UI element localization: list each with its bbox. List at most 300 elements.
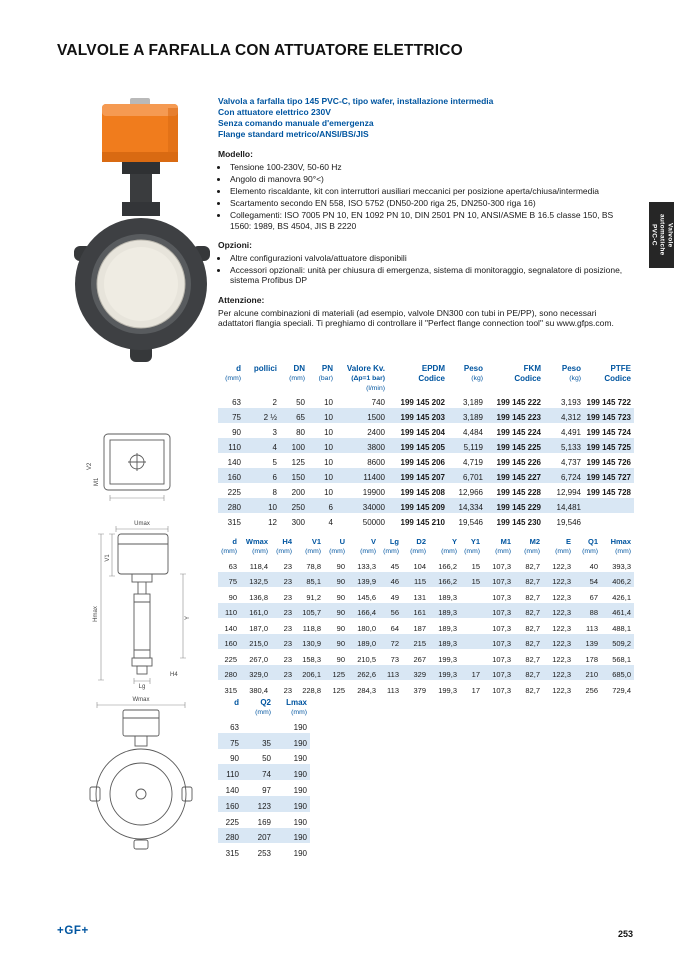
actuator-top-view-drawing (84, 424, 188, 506)
table-cell: 82,7 (525, 592, 540, 602)
table-cell: 10 (324, 488, 333, 497)
table-cell: Lg (389, 537, 399, 546)
opzioni-label: Opzioni: (218, 240, 252, 251)
table-cell: 250 (291, 503, 305, 512)
table-cell: 190 (293, 801, 307, 811)
table-cell (460, 587, 483, 603)
table-cell: 50 (296, 398, 305, 407)
table-cell (244, 384, 280, 394)
table-cell: 90 (230, 754, 239, 764)
q2-table (218, 697, 310, 859)
table-cell: 461,4 (612, 608, 631, 617)
table-cell: 75 (232, 413, 241, 422)
table-row (218, 536, 634, 547)
table-cell: 169 (257, 817, 271, 827)
table-cell: 67 (589, 592, 598, 602)
table-cell: 136,8 (249, 592, 268, 602)
table-cell: 199 145 225 (496, 443, 541, 452)
table-cell: 199 145 230 (496, 518, 541, 527)
table-cell: Wmax (245, 537, 268, 546)
table-cell: 75 (228, 577, 237, 586)
table-cell: 14,334 (458, 503, 483, 512)
table-cell: 122,3 (552, 608, 571, 617)
table-row (218, 438, 634, 453)
table-cell: 90 (336, 639, 345, 648)
table-cell: 73 (390, 654, 399, 664)
table-cell: V1 (311, 537, 321, 546)
table-cell: 125 (332, 685, 345, 695)
table-cell: 131 (413, 592, 426, 602)
table-cell: 34000 (362, 503, 385, 512)
table-cell: 10 (324, 398, 333, 407)
table-cell: 2400 (367, 428, 385, 437)
table-cell: 90 (336, 623, 345, 633)
table-cell: 210,5 (357, 654, 376, 664)
description-line: Con attuatore elettrico 230V (218, 107, 331, 117)
table-row (218, 764, 310, 780)
q2-table-body (218, 717, 310, 859)
table-cell: (mm) (615, 548, 631, 555)
table-row (218, 634, 634, 650)
table-cell: E (565, 537, 571, 546)
ordering-table-body (218, 393, 634, 528)
table-cell: 280 (227, 503, 241, 512)
table-cell: 1500 (367, 413, 385, 422)
table-cell: (mm) (582, 548, 598, 555)
table-cell: 90 (232, 428, 241, 437)
table-row (218, 374, 634, 384)
table-cell: 107,3 (492, 623, 511, 633)
table-cell: 509,2 (612, 639, 631, 648)
table-cell: 207 (257, 833, 271, 843)
table-row (218, 828, 310, 844)
table-cell: 90 (336, 561, 345, 571)
table-cell: (kg) (569, 375, 581, 382)
table-cell: (mm) (255, 709, 271, 716)
table-cell: 6 (328, 503, 333, 512)
table-cell (460, 603, 483, 619)
table-cell: 113 (387, 685, 399, 695)
table-cell: 45 (390, 561, 399, 571)
table-cell: 118,8 (302, 623, 321, 633)
section-tab-line: automatiche (658, 214, 666, 256)
dim-label-lg: Lg (138, 684, 146, 690)
table-cell: 12,966 (458, 488, 483, 497)
table-cell: 82,7 (525, 654, 540, 664)
table-cell: 166,2 (438, 561, 457, 571)
table-cell (460, 634, 483, 650)
table-row (218, 587, 634, 603)
modello-item: • Angolo di manovra 90°<) (229, 174, 634, 185)
table-cell: 190 (293, 738, 307, 748)
table-cell: M2 (529, 537, 540, 546)
table-cell: 199,3 (438, 654, 457, 664)
table-cell: 10 (324, 473, 333, 482)
table-cell: Y1 (470, 537, 480, 546)
table-cell: (bar) (318, 375, 333, 382)
table-cell: 199 145 206 (400, 458, 445, 467)
table-cell: 54 (589, 577, 598, 586)
table-cell: 189,3 (438, 608, 457, 617)
table-cell: 23 (283, 577, 292, 586)
table-cell: 199 145 229 (496, 503, 541, 512)
table-cell: 85,1 (306, 577, 321, 586)
table-cell: (Δp=1 bar) (351, 375, 385, 382)
dim-label-m1: M1 (94, 477, 100, 486)
table-row (218, 649, 634, 665)
table-cell: 199 145 202 (400, 398, 445, 407)
table-cell: 82,7 (525, 577, 540, 586)
table-cell: 4,491 (560, 428, 581, 437)
table-cell: 19,546 (458, 518, 483, 527)
table-cell: 107,3 (492, 577, 511, 586)
table-cell: 64 (390, 623, 399, 633)
table-cell: d (234, 698, 239, 707)
table-cell: (mm) (291, 709, 307, 716)
table-cell: 3 (272, 428, 277, 437)
table-cell: 685,0 (612, 670, 631, 679)
table-cell: Codice (514, 374, 541, 383)
table-cell: 256 (585, 685, 598, 695)
table-cell: Peso (561, 364, 581, 373)
table-cell: 17 (471, 685, 480, 695)
modello-item: • Tensione 100-230V, 50-60 Hz (229, 162, 634, 173)
table-row (218, 408, 634, 423)
table-cell: 199 145 207 (400, 473, 445, 482)
table-cell: 199 145 208 (400, 488, 445, 497)
table-cell: 65 (296, 413, 305, 422)
table-cell: 6 (272, 473, 277, 482)
table-cell (280, 384, 308, 394)
table-cell: (mm) (289, 375, 305, 382)
table-cell: 122,3 (552, 561, 571, 571)
table-cell: 122,3 (552, 654, 571, 664)
table-cell: 10 (324, 458, 333, 467)
table-row (218, 697, 310, 708)
table-cell: (kg) (471, 375, 483, 382)
table-cell: 125 (291, 458, 305, 467)
table-cell: 284,3 (357, 685, 376, 695)
table-cell: Q1 (587, 537, 598, 546)
table-cell: 315 (225, 849, 239, 859)
table-cell: 199,3 (438, 670, 457, 679)
dim-label-y: Y (185, 615, 191, 621)
table-cell: 139,9 (357, 577, 376, 586)
table-cell: 75 (230, 738, 239, 748)
table-cell: 113 (387, 670, 399, 679)
description-line: Senza comando manuale d'emergenza (218, 118, 374, 128)
table-cell: 113 (586, 623, 598, 633)
table-cell: 40 (589, 561, 598, 571)
table-cell: 78,8 (306, 561, 321, 571)
table-row (218, 733, 310, 749)
table-cell: 190 (293, 722, 307, 732)
table-cell (388, 384, 448, 394)
table-cell: 329,0 (249, 670, 268, 679)
table-cell: 2 ½ (263, 413, 277, 422)
table-cell: 132,5 (249, 577, 268, 586)
table-cell: 82,7 (525, 639, 540, 648)
table-cell: (mm) (329, 548, 345, 555)
table-cell (308, 384, 336, 394)
modello-item: • Scartamento secondo EN 558, ISO 5752 (DN50-200 riga 25, DN250-300 riga 16) (229, 198, 634, 209)
table-cell: (l/min) (366, 384, 385, 392)
table-cell: 315 (227, 518, 241, 527)
table-cell: 300 (291, 518, 305, 527)
table-row (218, 843, 310, 859)
table-cell: 63 (232, 398, 241, 407)
dimensions-table (218, 536, 634, 696)
ordering-table (218, 363, 634, 528)
table-cell: 199 145 724 (586, 428, 631, 437)
table-cell: 379 (413, 685, 426, 695)
valve-side-view-drawing (92, 518, 192, 690)
table-cell: 225 (225, 817, 239, 827)
table-cell: 82,7 (525, 623, 540, 633)
table-cell: (mm) (410, 548, 426, 555)
table-cell: 178 (585, 654, 598, 664)
dim-label-v1: V1 (105, 554, 111, 562)
table-cell: 189,3 (438, 592, 457, 602)
table-cell: 215 (413, 639, 426, 648)
dim-label-wmax: Wmax (132, 697, 150, 703)
table-cell: Valore Kv. (346, 364, 385, 373)
table-cell (584, 384, 634, 394)
table-row (218, 453, 634, 468)
table-cell: 426,1 (612, 592, 631, 602)
table-cell: H4 (282, 537, 292, 546)
table-cell: 49 (390, 592, 399, 602)
table-cell: 140 (224, 623, 237, 633)
table-cell: 50 (262, 754, 271, 764)
dimensions-table-header (218, 536, 634, 556)
table-cell: 2 (272, 398, 277, 407)
table-cell: 140 (227, 458, 241, 467)
table-cell: 115 (414, 577, 426, 586)
table-cell: 4,484 (462, 428, 483, 437)
table-cell: Lmax (286, 698, 307, 707)
table-cell: 6,701 (462, 473, 483, 482)
table-cell (460, 618, 483, 634)
table-cell: 225 (224, 654, 237, 664)
table-cell: 105,7 (302, 608, 321, 617)
table-cell: 267,0 (249, 654, 268, 664)
table-cell: 3800 (367, 443, 385, 452)
table-row (218, 547, 634, 556)
attenzione-text: Per alcune combinazioni di materiali (ad esempio, valvole DN300 con tubi in PE/PP), sono necessari adattatori flangia speciali. Ti preghiamo di controllare il "Perfect flange connection tool" su www.gfps.com. (218, 307, 614, 329)
table-cell: 200 (291, 488, 305, 497)
table-row (218, 665, 634, 681)
table-cell: (mm) (225, 375, 241, 382)
table-cell: 50000 (362, 518, 385, 527)
table-cell: 215,0 (249, 639, 268, 648)
table-cell: 23 (283, 685, 292, 695)
table-cell: 150 (291, 473, 305, 482)
table-cell: 393,3 (612, 561, 631, 571)
table-cell: 3,189 (462, 413, 483, 422)
dim-label-umax: Umax (134, 521, 150, 527)
table-cell: 4,737 (560, 458, 581, 467)
table-cell: 107,3 (492, 608, 511, 617)
table-cell: 122,3 (552, 639, 571, 648)
table-cell: 12,994 (556, 488, 581, 497)
table-cell: 122,3 (552, 592, 571, 602)
table-cell: (mm) (524, 548, 540, 555)
table-cell: Codice (604, 374, 631, 383)
section-tab-line: Valvole (666, 222, 674, 248)
table-cell: 225 (227, 488, 241, 497)
table-cell: 161 (413, 608, 426, 617)
table-cell: 6,724 (560, 473, 581, 482)
table-cell: 199 145 205 (400, 443, 445, 452)
table-cell: PN (321, 364, 333, 373)
table-cell: (mm) (276, 548, 292, 555)
table-cell (584, 513, 634, 528)
table-cell: 190 (293, 785, 307, 795)
table-cell: (mm) (305, 548, 321, 555)
table-cell: M1 (500, 537, 511, 546)
dimensions-table-body (218, 556, 634, 696)
table-cell: 488,1 (612, 623, 631, 633)
table-cell: 380,4 (249, 685, 268, 695)
table-cell: 90 (336, 608, 345, 617)
table-cell: 10 (324, 443, 333, 452)
description-line: Flange standard metrico/ANSI/BS/JIS (218, 129, 369, 139)
table-cell: 82,7 (525, 670, 540, 679)
table-cell: 74 (262, 770, 271, 780)
table-cell: pollici (253, 364, 277, 373)
table-cell: d (232, 537, 237, 546)
table-cell: 100 (291, 443, 305, 452)
table-cell: DN (293, 364, 305, 373)
table-cell: 199 145 209 (400, 503, 445, 512)
table-cell: 118,4 (249, 561, 268, 571)
table-cell: 199 145 222 (496, 398, 541, 407)
table-cell: 14,481 (556, 503, 581, 512)
table-row (218, 498, 634, 513)
table-cell: 3,189 (462, 398, 483, 407)
table-cell: 63 (230, 722, 239, 732)
table-cell: 3,193 (560, 398, 581, 407)
table-cell: 4,312 (560, 413, 581, 422)
table-cell: 158,3 (302, 654, 321, 664)
product-photo (74, 96, 210, 380)
table-cell: 107,3 (492, 654, 511, 664)
table-cell: 189,3 (438, 623, 457, 633)
table-cell: 110 (226, 770, 239, 780)
table-cell: 160 (225, 801, 239, 811)
table-row (218, 572, 634, 588)
table-cell: 199 145 728 (586, 488, 631, 497)
table-cell: 133,3 (357, 561, 376, 571)
table-cell: 210 (585, 670, 598, 679)
table-cell: 190 (293, 849, 307, 859)
table-cell: 97 (262, 785, 271, 795)
table-row (218, 393, 634, 408)
table-cell: 199 145 725 (586, 443, 631, 452)
table-row (218, 680, 634, 696)
table-cell: EPDM (421, 364, 445, 373)
table-cell: U (339, 537, 345, 546)
table-cell: 88 (589, 608, 598, 617)
table-cell: Codice (418, 374, 445, 383)
attenzione-label: Attenzione: (218, 295, 265, 306)
table-row (218, 468, 634, 483)
page-title: VALVOLE A FARFALLA CON ATTUATORE ELETTRICO (57, 42, 463, 59)
table-cell: 199 145 224 (496, 428, 541, 437)
table-cell: 4 (272, 443, 277, 452)
table-cell: 5,133 (560, 443, 581, 452)
table-cell: 19900 (362, 488, 385, 497)
table-row (218, 812, 310, 828)
table-cell: 23 (283, 623, 292, 633)
table-cell: 107,3 (492, 639, 511, 648)
modello-list (218, 162, 634, 232)
table-cell: 199 145 227 (496, 473, 541, 482)
table-cell: 110 (225, 608, 237, 617)
table-cell: 228,8 (302, 685, 321, 695)
table-cell: 23 (283, 608, 292, 617)
table-row (218, 618, 634, 634)
table-cell: 199 145 203 (400, 413, 445, 422)
table-cell: 72 (390, 639, 399, 648)
table-cell: 160 (224, 639, 237, 648)
table-cell: 23 (283, 561, 292, 571)
table-cell: 15 (471, 561, 480, 571)
table-cell: FKM (523, 364, 541, 373)
table-cell: 123 (257, 801, 271, 811)
table-row (218, 708, 310, 717)
table-cell: 740 (371, 398, 385, 407)
dim-label-hmax: Hmax (93, 606, 99, 622)
table-cell: (mm) (360, 548, 376, 555)
table-cell: 4,719 (462, 458, 483, 467)
table-cell: 315 (224, 685, 237, 695)
table-row (218, 749, 310, 765)
table-cell: 23 (283, 670, 292, 679)
table-cell: 130,9 (302, 639, 321, 648)
table-cell: 190 (293, 833, 307, 843)
table-cell: 82,7 (525, 685, 540, 695)
table-cell (448, 384, 486, 394)
table-cell: 267 (413, 654, 426, 664)
table-cell: (mm) (383, 548, 399, 555)
table-cell: 145,6 (357, 592, 376, 602)
table-cell: (mm) (555, 548, 571, 555)
table-row (218, 423, 634, 438)
table-cell: d (236, 364, 241, 373)
table-cell: 80 (296, 428, 305, 437)
table-cell: 91,2 (306, 592, 321, 602)
table-cell: 160 (227, 473, 241, 482)
table-cell: 199 145 226 (496, 458, 541, 467)
valve-front-view-drawing (88, 694, 194, 852)
table-cell: 729,4 (612, 685, 631, 695)
table-cell: 5,119 (463, 443, 483, 452)
table-cell: 23 (283, 592, 292, 602)
page-number: 253 (617, 929, 633, 939)
table-cell: 140 (225, 785, 239, 795)
table-cell: 10 (324, 428, 333, 437)
ordering-table-header (218, 363, 634, 393)
table-cell: 180,0 (357, 623, 376, 633)
table-cell: 280 (225, 833, 239, 843)
table-cell: 122,3 (552, 623, 571, 633)
table-cell: 199 145 726 (586, 458, 631, 467)
table-cell: (mm) (441, 548, 457, 555)
table-cell: 90 (336, 654, 345, 664)
table-cell: 199 145 210 (400, 518, 445, 527)
